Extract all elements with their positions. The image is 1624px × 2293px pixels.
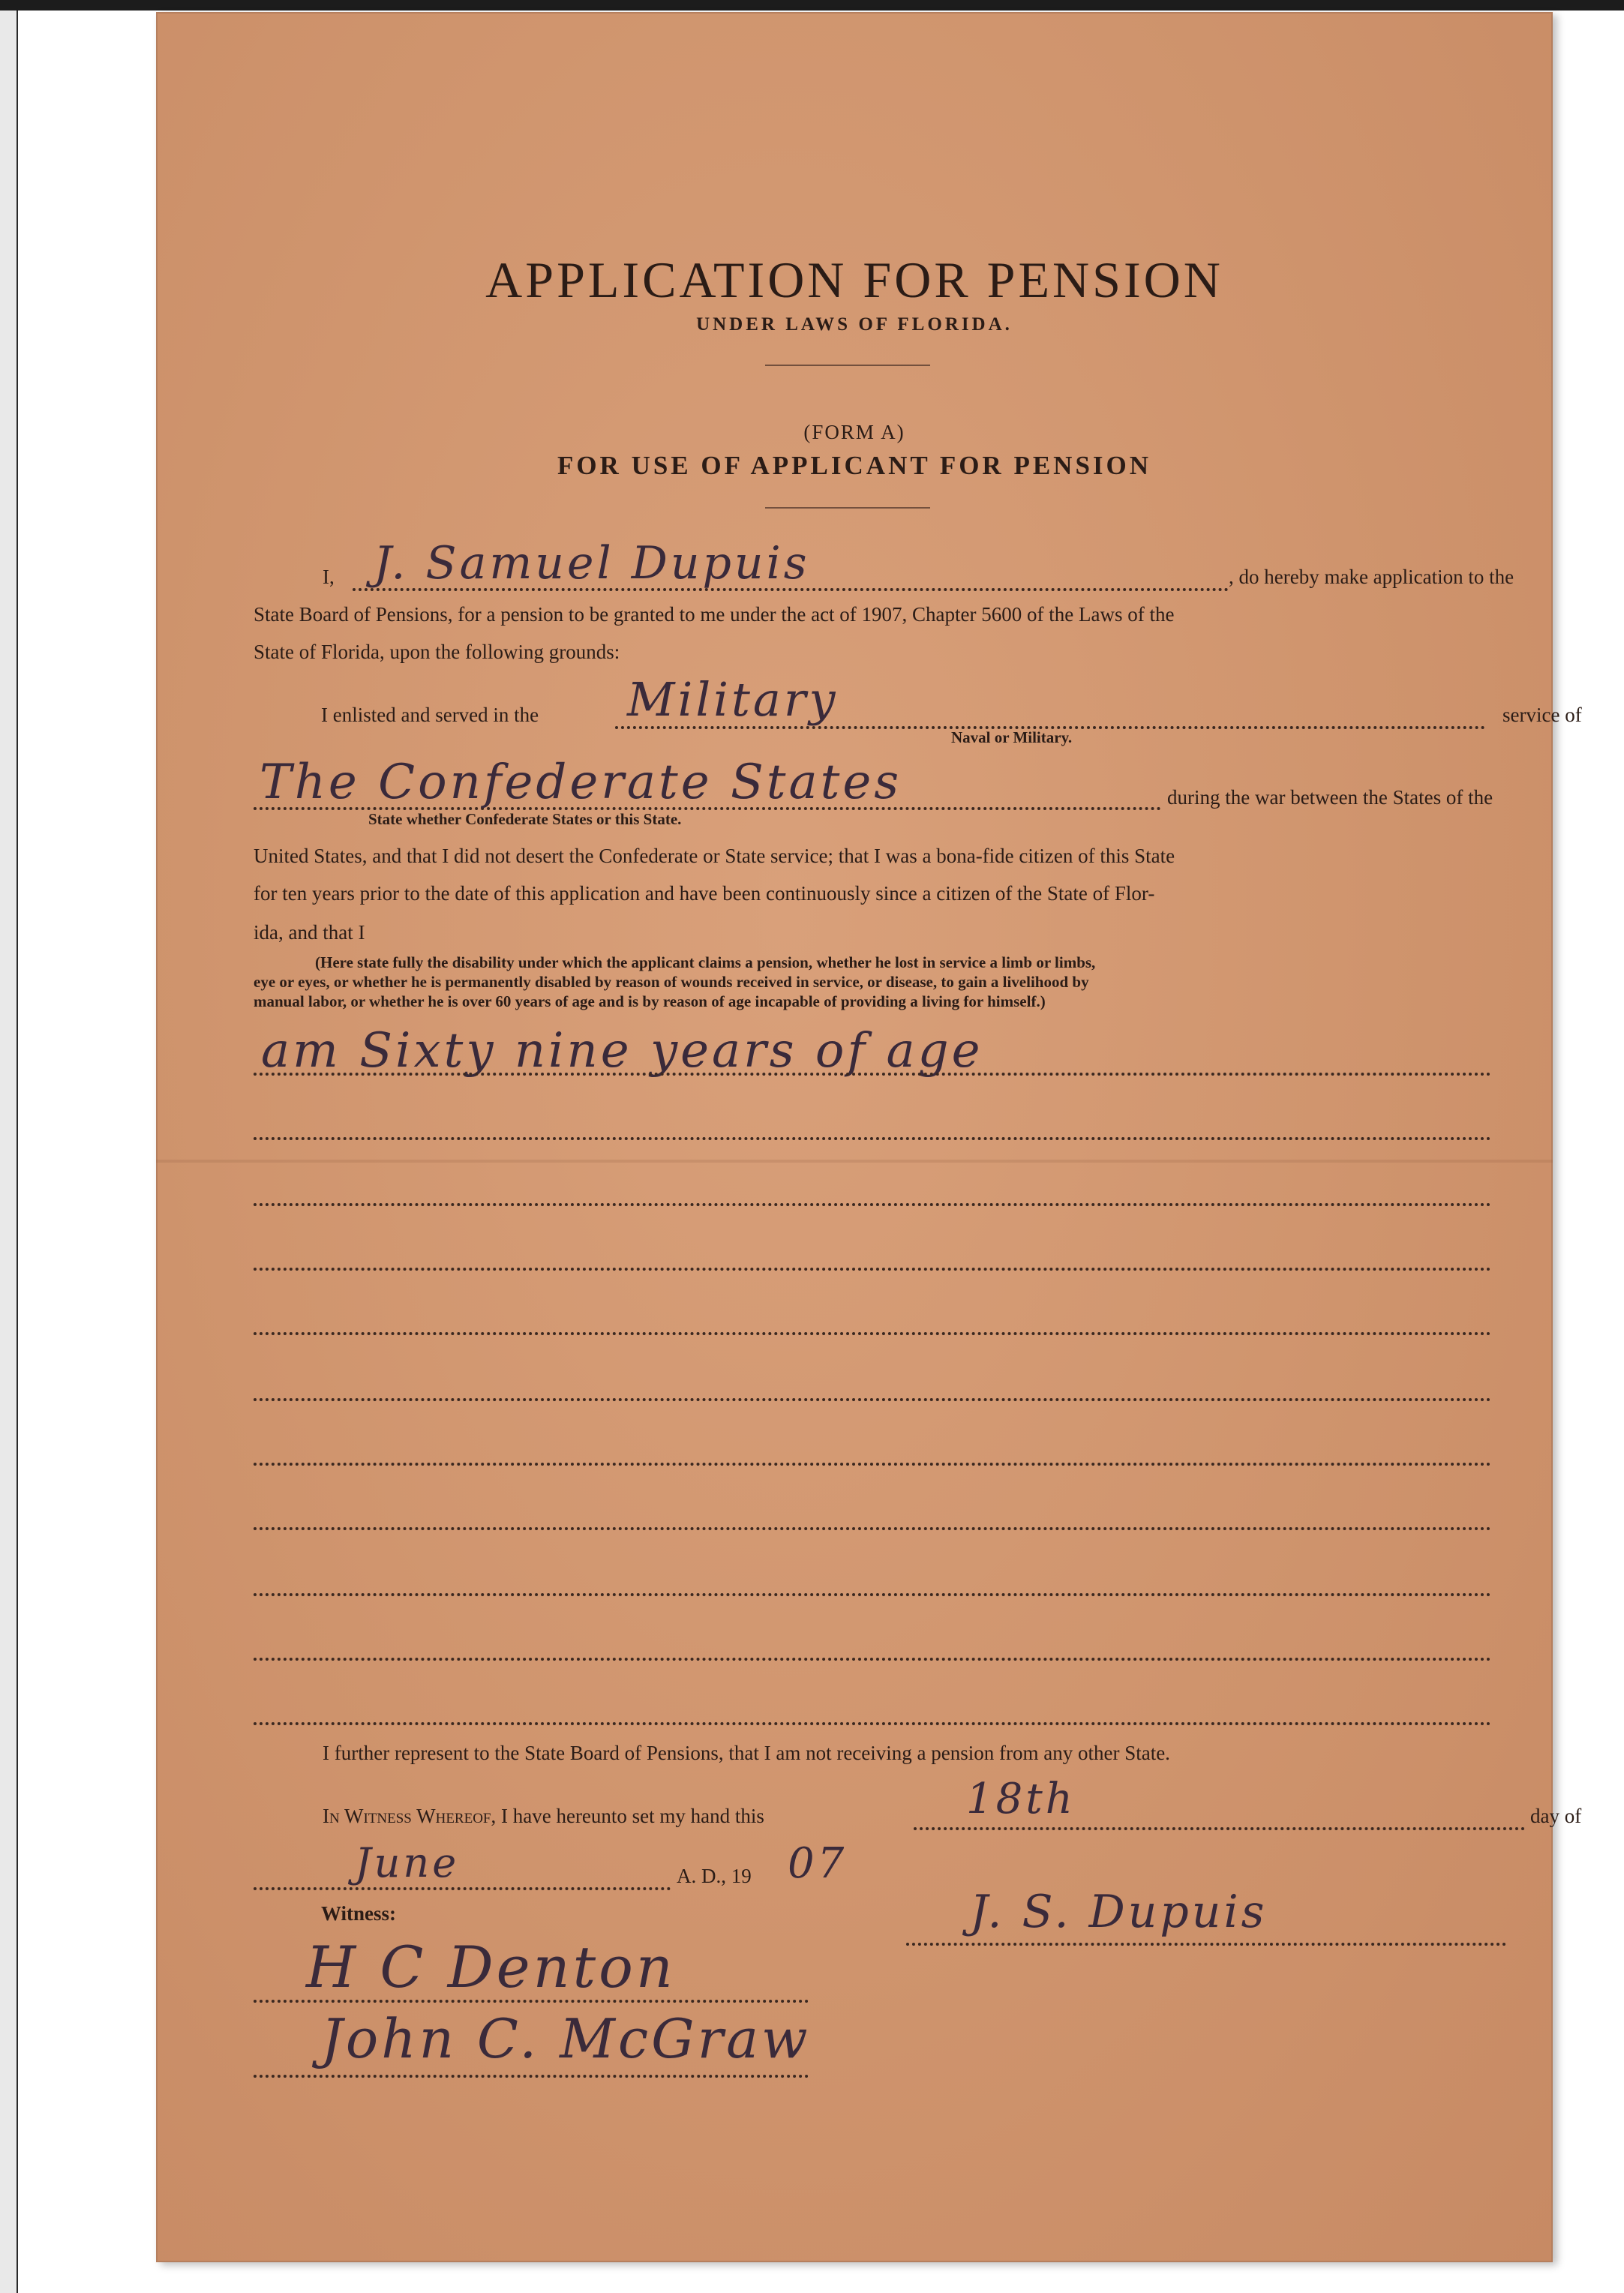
applicant-name-handwritten: J. Samuel Dupuis (374, 537, 810, 590)
applicant-prefix: I, (323, 566, 335, 588)
state-hint: State whether Confederate States or this State. (368, 810, 682, 828)
day-of-label: day of (1530, 1805, 1582, 1827)
witness-clause-caps: In Witness Whereof, (323, 1805, 497, 1827)
witness2-signature-line (254, 2075, 809, 2078)
para1-line2: State Board of Pensions, for a pension to be granted to me under the act of 1907, Chapter 5600 of the Laws of the (254, 603, 1175, 626)
day-line (914, 1827, 1525, 1830)
divider-bottom (765, 507, 930, 509)
witness2-signature: John C. McGraw (321, 2007, 811, 2070)
witness-label: Witness: (321, 1902, 397, 1925)
branch-hint: Naval or Military. (951, 728, 1073, 746)
scan-left-edge (0, 11, 18, 2293)
answer-line-5 (254, 1332, 1491, 1335)
para1-line3: State of Florida, upon the following grounds: (254, 641, 620, 663)
answer-line-3 (254, 1203, 1491, 1206)
document-title: APPLICATION FOR PENSION (485, 251, 1223, 308)
applicant-signature-line (906, 1943, 1506, 1946)
divider-top (765, 365, 930, 366)
disability-note-line1: (Here state fully the disability under which the applicant claims a pension, whether he lost in service a limb or limbs, (315, 953, 1096, 971)
service-line5: ida, and that I (254, 921, 365, 944)
answer-line-10 (254, 1658, 1491, 1661)
paper-fold (156, 1160, 1553, 1163)
answer-line-9 (254, 1593, 1491, 1596)
disability-note-line2: eye or eyes, or whether he is permanently disabled by reason of wounds received in service, or disease, to gain a livelihood by (254, 973, 1089, 991)
answer-line-4 (254, 1268, 1491, 1271)
month-line (254, 1887, 671, 1890)
disability-note-line3: manual labor, or whether he is over 60 years of age and is by reason of age incapable of providing a living for himself.) (254, 992, 1046, 1010)
anno-domini-label: A. D., 19 (677, 1865, 752, 1887)
disability-answer-handwritten: am Sixty nine years of age (261, 1023, 983, 1079)
form-label: (FORM A) (803, 421, 905, 443)
applicant-signature: J. S. Dupuis (970, 1886, 1268, 1938)
scan-top-edge (0, 0, 1624, 11)
service-prefix: I enlisted and served in the (321, 704, 539, 726)
day-handwritten: 18th (966, 1775, 1076, 1823)
answer-line-6 (254, 1398, 1491, 1401)
witness1-signature: H C Denton (306, 1934, 676, 2000)
document-subtitle: UNDER LAWS OF FLORIDA. (696, 314, 1013, 335)
answer-line-11 (254, 1722, 1491, 1725)
service-of-label: service of (1502, 704, 1582, 726)
answer-line-1 (254, 1073, 1491, 1076)
answer-line-2 (254, 1137, 1491, 1140)
service-line4: for ten years prior to the date of this application and have been continuously since a citizen of the State of Flor- (254, 882, 1155, 905)
answer-line-7 (254, 1463, 1491, 1466)
answer-line-8 (254, 1527, 1491, 1530)
service-branch-handwritten: Military (627, 672, 839, 727)
service-state-handwritten: The Confederate States (260, 755, 902, 810)
year-handwritten: 07 (788, 1839, 848, 1888)
war-clause: during the war between the States of the (1167, 786, 1493, 809)
use-title: FOR USE OF APPLICANT FOR PENSION (557, 451, 1152, 480)
witness-clause-rest: I have hereunto set my hand this (496, 1805, 764, 1827)
further-representation: I further represent to the State Board of Pensions, that I am not receiving a pension from any other State. (323, 1742, 1170, 1764)
month-handwritten: June (355, 1839, 460, 1886)
service-line3: United States, and that I did not desert the Confederate or State service; that I was a bona-fide citizen of this State (254, 845, 1175, 867)
pension-application-page (156, 12, 1582, 2262)
application-clause: , do hereby make application to the (1229, 566, 1514, 588)
witness-clause (323, 1805, 764, 1828)
